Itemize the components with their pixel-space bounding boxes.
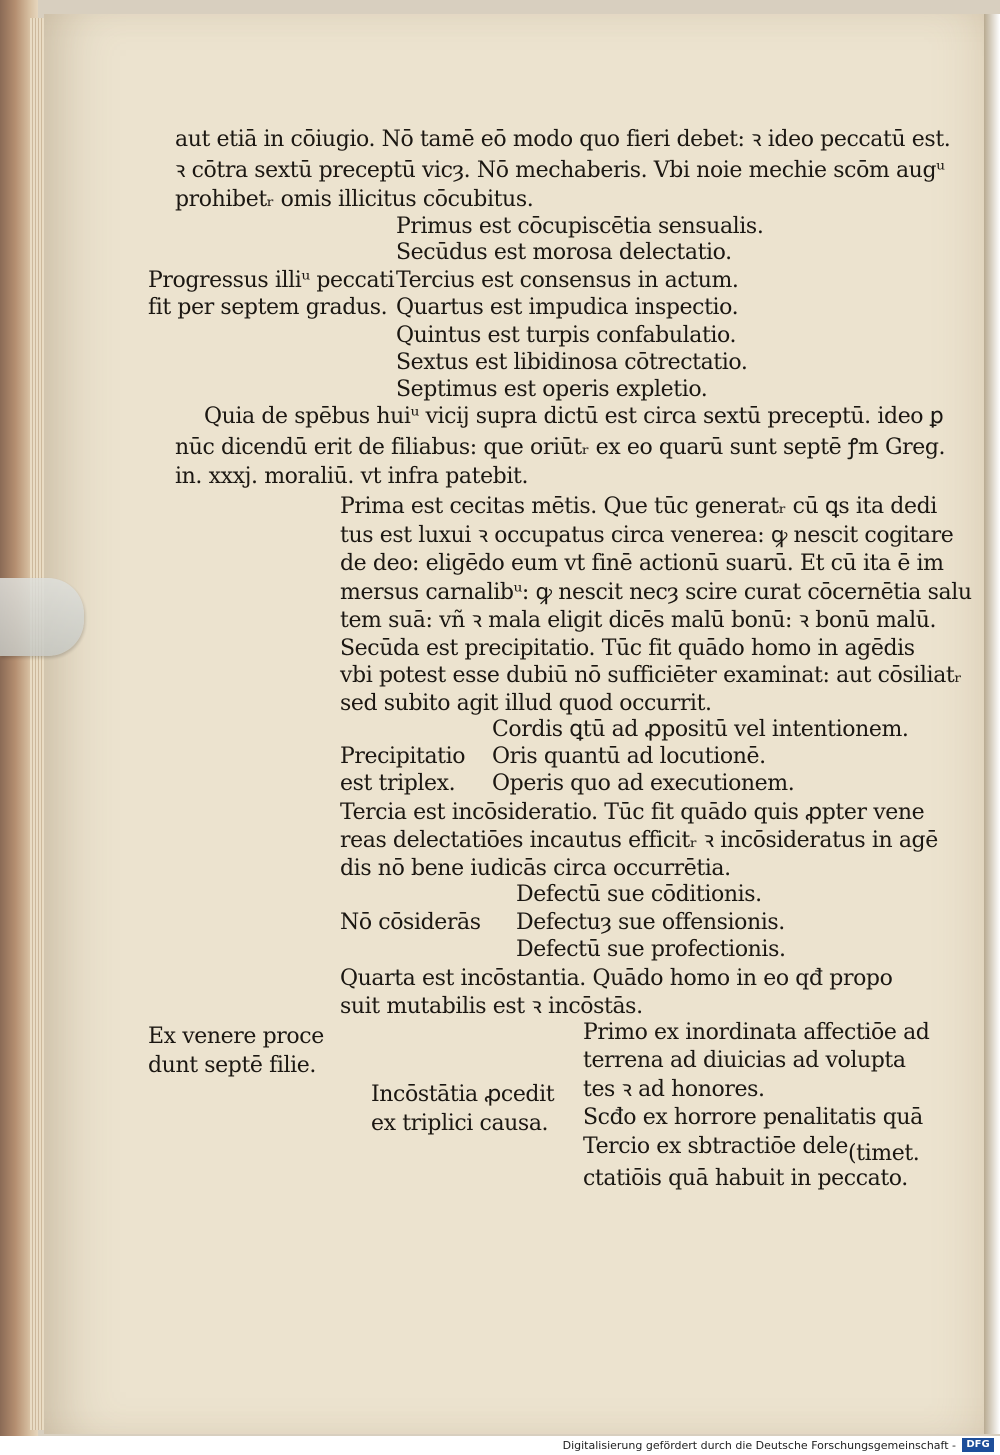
text-line: Secūda est precipitatio. Tūc fit quādo homo in agēdis xyxy=(340,636,915,661)
text-line: est triplex. xyxy=(340,771,456,796)
text-line: Tercius est consensus in actum. xyxy=(396,268,739,293)
page-shadow xyxy=(984,14,1000,1434)
text-line: Scđo ex horrore penalitatis quā xyxy=(583,1105,923,1130)
text-line: Operis quo ad executionem. xyxy=(492,771,795,796)
text-line: Nō cōsiderās xyxy=(340,910,481,935)
text-line: Sextus est libidinosa cōtrectatio. xyxy=(396,350,748,375)
text-line: dis nō bene iudicās circa occurrētia. xyxy=(340,856,731,881)
text-line: dunt septē filie. xyxy=(148,1053,316,1078)
text-line: aut etiā in cōiugio. Nō tamē eō modo quo fieri debet: ꝛ ideo peccatū est. xyxy=(175,127,951,152)
text-line: Prima est cecitas mētis. Que tūc generatᵣ cū ꝗs ita dedi xyxy=(340,494,937,519)
text-line: suit mutabilis est ꝛ incōstās. xyxy=(340,994,643,1019)
text-line: in. xxxj. moraliū. vt infra patebit. xyxy=(175,464,529,489)
text-line: Defectuȝ sue offensionis. xyxy=(516,910,785,935)
text-line: tus est luxui ꝛ occupatus circa venerea: ꝙ nescit cogitare xyxy=(340,523,954,548)
text-line: Quintus est turpis confabulatio. xyxy=(396,323,737,348)
text-line: Primo ex inordinata affectiōe ad xyxy=(583,1020,930,1045)
text-line: reas delectatiōes incautus efficitᵣ ꝛ incōsideratus in agē xyxy=(340,828,938,853)
text-line: tem suā: vñ ꝛ mala eligit dicēs malū bonū: ꝛ bonū malū. xyxy=(340,608,937,633)
text-line: Precipitatio xyxy=(340,744,466,769)
text-line: Primus est cōcupiscētia sensualis. xyxy=(396,214,764,239)
text-line: de deo: eligēdo eum vt finē actionū suarū. Et cū ita ē im xyxy=(340,551,944,576)
text-line: terrena ad diuicias ad volupta xyxy=(583,1048,906,1073)
clamp-strap xyxy=(0,578,84,656)
text-line: Quia de spēbus huiᵘ vicij supra dictū est circa sextū preceptū. ideo ꝑ xyxy=(204,404,944,429)
text-line: ꝛ cōtra sextū preceptū vicȝ. Nō mechaberis. Vbi noie mechie scōm augᵘ xyxy=(175,158,945,183)
text-line: Defectū sue profectionis. xyxy=(516,937,786,962)
text-line: tes ꝛ ad honores. xyxy=(583,1077,765,1102)
funding-note: Digitalisierung gefördert durch die Deutsche Forschungsgemeinschaft - xyxy=(562,1439,956,1452)
text-line: Quarta est incōstantia. Quādo homo in eo qđ propo xyxy=(340,966,893,991)
dfg-logo: DFG xyxy=(962,1438,994,1452)
text-line: mersus carnalibᵘ: ꝙ nescit necȝ scire curat cōcernētia salu xyxy=(340,580,972,605)
text-line: ex triplici causa. xyxy=(371,1111,549,1136)
text-line: prohibetᵣ omis illicitus cōcubitus. xyxy=(175,187,534,212)
text-line: Incōstātia ꝓcedit xyxy=(371,1082,555,1107)
text-line: sed subito agit illud quod occurrit. xyxy=(340,691,712,716)
text-line: nūc dicendū erit de filiabus: que oriūtᵣ ex eo quarū sunt septē ꝭm Greg. xyxy=(175,435,946,460)
text-line: (timet. xyxy=(848,1141,920,1166)
text-line: fit per septem gradus. xyxy=(148,295,388,320)
text-line: Progressus illiᵘ peccati xyxy=(148,268,395,293)
text-line: Cordis ꝗtū ad ꝓpositū vel intentionem. xyxy=(492,717,909,742)
text-line: Septimus est operis expletio. xyxy=(396,377,708,402)
text-line: vbi potest esse dubiū nō sufficiēter examinat: aut cōsiliatᵣ xyxy=(340,663,962,688)
text-line: Ex venere proce xyxy=(148,1024,324,1049)
text-line: Tercio ex sbtractiōe dele xyxy=(583,1134,848,1159)
text-line: Secūdus est morosa delectatio. xyxy=(396,240,732,265)
text-line: Tercia est incōsideratio. Tūc fit quādo quis ꝓpter vene xyxy=(340,800,925,825)
text-line: Quartus est impudica inspectio. xyxy=(396,295,739,320)
text-line: ctatiōis quā habuit in peccato. xyxy=(583,1166,908,1191)
text-line: Oris quantū ad locutionē. xyxy=(492,744,766,769)
text-line: Defectū sue cōditionis. xyxy=(516,882,762,907)
